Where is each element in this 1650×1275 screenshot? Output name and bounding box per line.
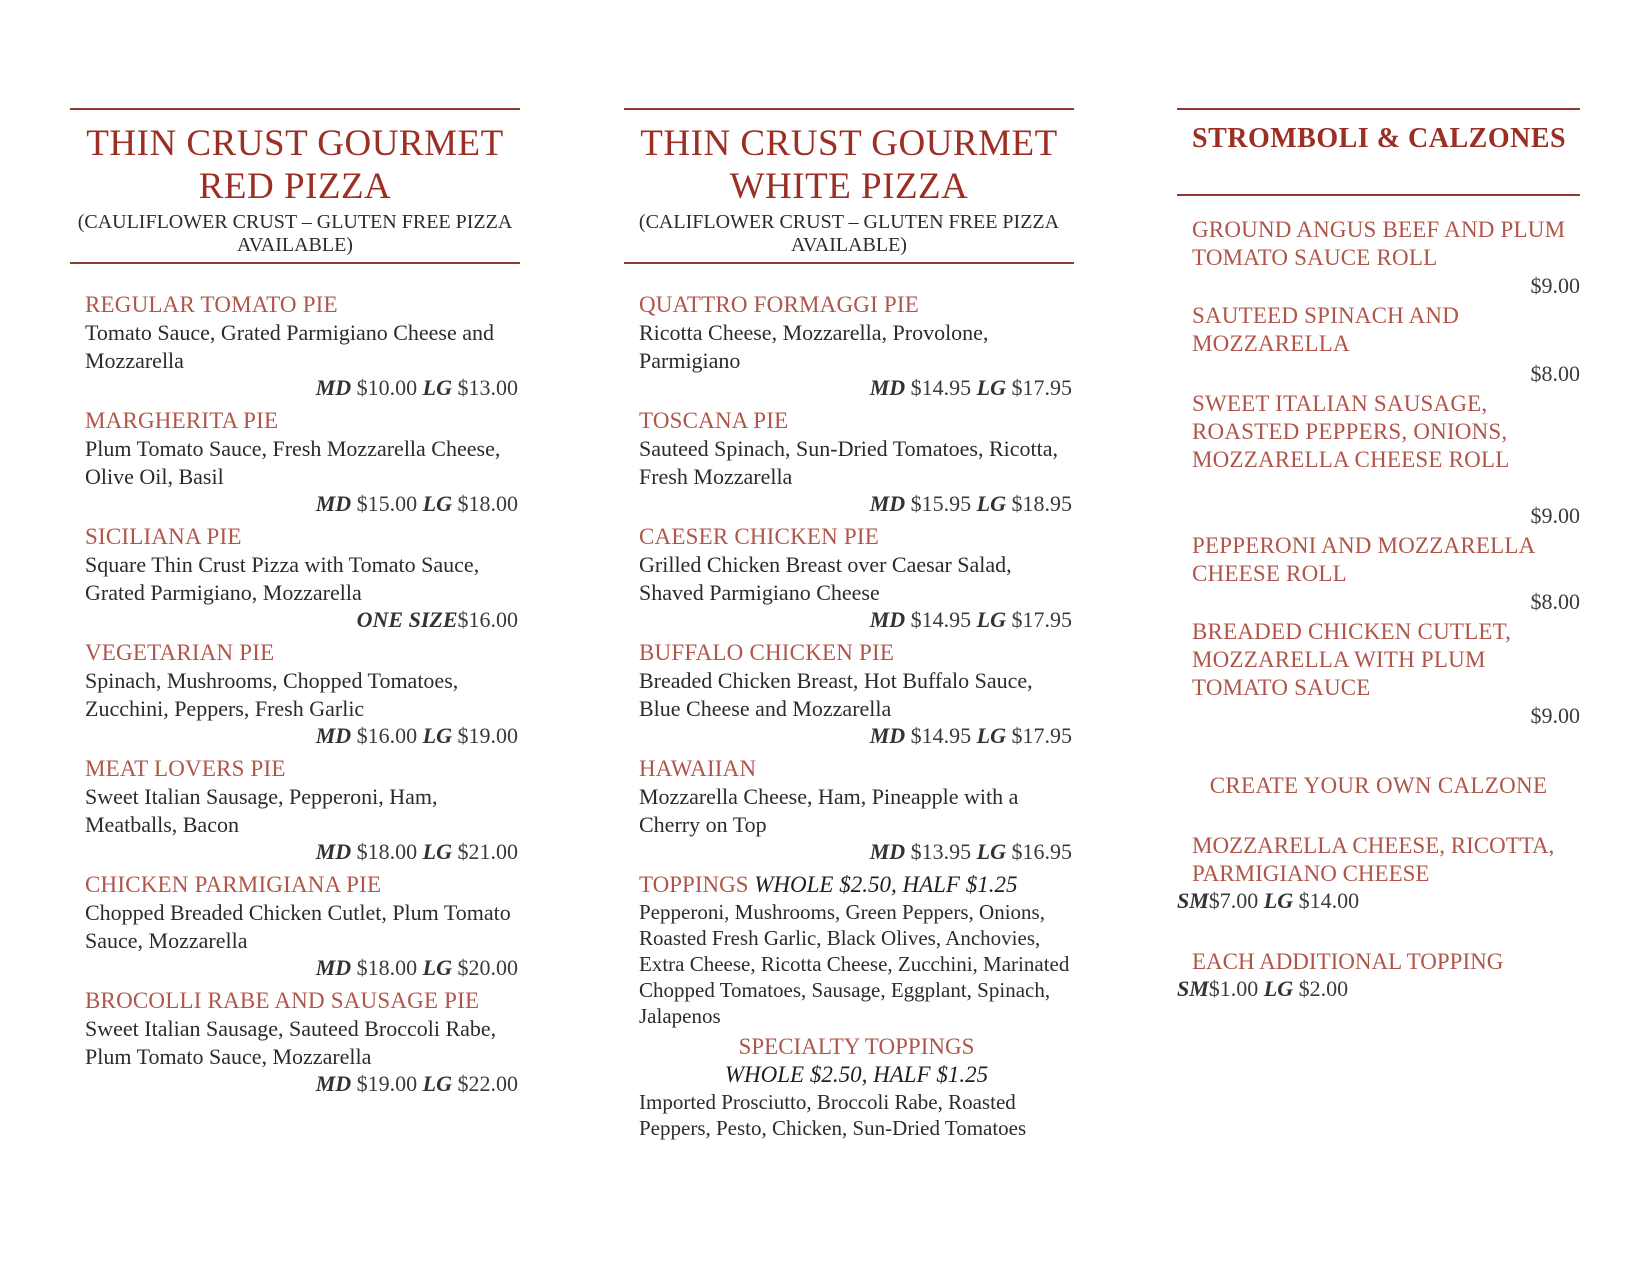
item-price: $9.00 xyxy=(1530,703,1580,728)
price-value: $14.00 xyxy=(1298,888,1360,913)
price-value: $15.00 xyxy=(356,491,418,516)
price-value: $17.95 xyxy=(1011,607,1072,632)
size-label: LG xyxy=(976,607,1006,632)
item-name: BREADED CHICKEN CUTLET, MOZZARELLA WITH PLUM TOMATO SAUCE xyxy=(1192,619,1512,700)
section-title: STROMBOLI & CALZONES xyxy=(1192,123,1567,154)
price-value: $14.95 xyxy=(910,375,972,400)
item-name: MOZZARELLA CHEESE, RICOTTA, PARMIGIANO CHEESE xyxy=(1192,833,1555,886)
item-description: Sweet Italian Sausage, Sauteed Broccoli Rabe, Plum Tomato Sauce, Mozzarella xyxy=(85,1016,497,1069)
item-description: Breaded Chicken Breast, Hot Buffalo Sauce, Blue Cheese and Mozzarella xyxy=(639,668,1033,721)
size-label: SM xyxy=(1177,976,1209,1001)
section-top-rule xyxy=(70,108,520,110)
size-label: MD xyxy=(315,375,352,400)
price-value: $2.00 xyxy=(1298,976,1349,1001)
red-pizza-section xyxy=(70,108,520,1103)
item-price xyxy=(639,839,1074,865)
item-name: QUATTRO FORMAGGI PIE xyxy=(639,292,920,317)
item-name: VEGETARIAN PIE xyxy=(85,640,275,665)
toppings-heading xyxy=(639,871,1074,899)
item-name: SICILIANA PIE xyxy=(85,524,242,549)
size-label: LG xyxy=(422,375,452,400)
size-label: ONE SIZE xyxy=(356,607,458,632)
menu-item xyxy=(1177,618,1580,730)
price-value: $15.95 xyxy=(910,491,972,516)
size-label: MD xyxy=(869,375,906,400)
item-price xyxy=(85,723,520,749)
section-bottom-rule xyxy=(1177,194,1580,196)
specialty-toppings-price: WHOLE $2.50, HALF $1.25 xyxy=(724,1062,989,1087)
calzone-base-item xyxy=(1177,832,1580,914)
menu-item xyxy=(1177,216,1580,300)
item-description: Tomato Sauce, Grated Parmigiano Cheese and Mozzarella xyxy=(85,320,494,373)
size-label: LG xyxy=(422,1071,452,1096)
item-price xyxy=(1177,888,1580,914)
menu-item xyxy=(639,291,1074,401)
menu-item xyxy=(639,523,1074,633)
item-name: MEAT LOVERS PIE xyxy=(85,756,286,781)
item-price xyxy=(639,607,1074,633)
stromboli-list xyxy=(1177,216,1580,730)
item-price xyxy=(1177,976,1580,1002)
price-value: $14.95 xyxy=(910,607,972,632)
menu-item xyxy=(85,523,520,633)
item-description: Plum Tomato Sauce, Fresh Mozzarella Cheese, Olive Oil, Basil xyxy=(85,436,501,489)
item-price: $8.00 xyxy=(1530,361,1580,386)
menu-item xyxy=(85,987,520,1097)
size-label: SM xyxy=(1177,888,1209,913)
menu-item xyxy=(639,755,1074,865)
section-title: THIN CRUST GOURMET WHITE PIZZA xyxy=(640,123,1058,207)
price-value: $20.00 xyxy=(457,955,518,980)
menu-item xyxy=(1177,302,1580,388)
size-label: LG xyxy=(976,491,1006,516)
section-bottom-rule xyxy=(624,262,1074,264)
item-name: CHICKEN PARMIGIANA PIE xyxy=(85,872,382,897)
price-value: $19.00 xyxy=(356,1071,418,1096)
size-label: MD xyxy=(869,491,906,516)
size-label: MD xyxy=(869,839,906,864)
item-name: MARGHERITA PIE xyxy=(85,408,279,433)
item-description: Sauteed Spinach, Sun-Dried Tomatoes, Ricotta, Fresh Mozzarella xyxy=(639,436,1059,489)
item-name: HAWAIIAN xyxy=(639,756,757,781)
size-label: LG xyxy=(422,839,452,864)
section-top-rule xyxy=(624,108,1074,110)
price-value: $17.95 xyxy=(1011,723,1072,748)
item-price xyxy=(85,607,520,633)
menu-item xyxy=(1177,390,1580,530)
section-bottom-rule xyxy=(70,262,520,264)
menu-item-list xyxy=(624,291,1074,1141)
item-name: REGULAR TOMATO PIE xyxy=(85,292,338,317)
item-name: SAUTEED SPINACH AND MOZZARELLA xyxy=(1192,303,1460,356)
price-value: $22.00 xyxy=(457,1071,518,1096)
menu-item xyxy=(639,639,1074,749)
size-label: MD xyxy=(869,723,906,748)
price-value: $19.00 xyxy=(457,723,518,748)
toppings-label: TOPPINGS xyxy=(639,872,749,897)
size-label: LG xyxy=(976,723,1006,748)
item-name: BROCOLLI RABE AND SAUSAGE PIE xyxy=(85,988,480,1013)
menu-item xyxy=(85,639,520,749)
item-price: $9.00 xyxy=(1530,273,1580,298)
item-name: EACH ADDITIONAL TOPPING xyxy=(1192,949,1504,974)
item-name: CAESER CHICKEN PIE xyxy=(639,524,880,549)
size-label: LG xyxy=(976,375,1006,400)
price-value: $18.00 xyxy=(356,839,418,864)
menu-item xyxy=(85,755,520,865)
specialty-toppings-list: Imported Prosciutto, Broccoli Rabe, Roasted Peppers, Pesto, Chicken, Sun-Dried Tomatoes xyxy=(639,1090,1027,1140)
item-description: Square Thin Crust Pizza with Tomato Sauce, Grated Parmigiano, Mozzarella xyxy=(85,552,480,605)
item-price xyxy=(85,839,520,865)
size-label: MD xyxy=(315,723,352,748)
item-price xyxy=(85,375,520,401)
section-subtitle: (CAULIFLOWER CRUST – GLUTEN FREE PIZZA AVAILABLE) xyxy=(77,211,513,256)
size-label: MD xyxy=(315,1071,352,1096)
item-price xyxy=(85,955,520,981)
item-description: Grilled Chicken Breast over Caesar Salad, Shaved Parmigiano Cheese xyxy=(639,552,1012,605)
size-label: LG xyxy=(1263,888,1294,913)
item-price: $9.00 xyxy=(1530,503,1580,528)
menu-item xyxy=(85,871,520,981)
item-price: $8.00 xyxy=(1530,589,1580,614)
stromboli-calzones-section xyxy=(1177,108,1580,1002)
item-description: Mozzarella Cheese, Ham, Pineapple with a Cherry on Top xyxy=(639,784,1019,837)
price-value: $10.00 xyxy=(356,375,418,400)
price-value: $16.00 xyxy=(457,607,518,632)
create-your-own-calzone-heading: CREATE YOUR OWN CALZONE xyxy=(1209,773,1548,798)
size-label: LG xyxy=(422,491,452,516)
price-value: $13.00 xyxy=(457,375,518,400)
section-title: THIN CRUST GOURMET RED PIZZA xyxy=(86,123,504,207)
item-price xyxy=(639,723,1074,749)
price-value: $1.00 xyxy=(1208,976,1259,1001)
item-name: PEPPERONI AND MOZZARELLA CHEESE ROLL xyxy=(1192,533,1535,586)
price-value: $7.00 xyxy=(1208,888,1259,913)
price-value: $18.95 xyxy=(1011,491,1072,516)
item-description: Sweet Italian Sausage, Pepperoni, Ham, Meatballs, Bacon xyxy=(85,784,438,837)
spacer xyxy=(1177,474,1580,502)
menu-item-list xyxy=(70,291,520,1097)
price-value: $13.95 xyxy=(910,839,972,864)
price-value: $18.00 xyxy=(356,955,418,980)
size-label: MD xyxy=(315,491,352,516)
item-name: TOSCANA PIE xyxy=(639,408,789,433)
size-label: MD xyxy=(315,955,352,980)
size-label: MD xyxy=(869,607,906,632)
item-name: BUFFALO CHICKEN PIE xyxy=(639,640,895,665)
toppings-list: Pepperoni, Mushrooms, Green Peppers, Onions, Roasted Fresh Garlic, Black Olives, Anchovies, Extra Cheese, Ricotta Cheese, Zucchini, Marinated Chopped Tomatoes, Sausage, Eggplant, Spinach, Jalapenos xyxy=(639,900,1070,1028)
menu-item xyxy=(639,407,1074,517)
calzone-extra-item xyxy=(1177,948,1580,1002)
item-description: Ricotta Cheese, Mozzarella, Provolone, Parmigiano xyxy=(639,320,989,373)
item-description: Spinach, Mushrooms, Chopped Tomatoes, Zucchini, Peppers, Fresh Garlic xyxy=(85,668,459,721)
item-price xyxy=(85,1071,520,1097)
toppings-price: WHOLE $2.50, HALF $1.25 xyxy=(754,872,1018,897)
price-value: $18.00 xyxy=(457,491,518,516)
menu-item xyxy=(1177,532,1580,616)
size-label: MD xyxy=(315,839,352,864)
price-value: $17.95 xyxy=(1011,375,1072,400)
section-subtitle: (CALIFLOWER CRUST – GLUTEN FREE PIZZA AVAILABLE) xyxy=(638,211,1060,256)
size-label: LG xyxy=(1263,976,1294,1001)
white-pizza-section xyxy=(624,108,1074,1141)
size-label: LG xyxy=(422,955,452,980)
menu-item xyxy=(85,407,520,517)
section-top-rule xyxy=(1177,108,1580,110)
specialty-toppings-heading: SPECIALTY TOPPINGS xyxy=(738,1034,975,1059)
item-name: SWEET ITALIAN SAUSAGE, ROASTED PEPPERS, ONIONS, MOZZARELLA CHEESE ROLL xyxy=(1192,391,1510,472)
size-label: LG xyxy=(422,723,452,748)
item-price xyxy=(85,491,520,517)
menu-item xyxy=(85,291,520,401)
item-price xyxy=(639,491,1074,517)
price-value: $16.00 xyxy=(356,723,418,748)
price-value: $14.95 xyxy=(910,723,972,748)
item-name: GROUND ANGUS BEEF AND PLUM TOMATO SAUCE ROLL xyxy=(1192,217,1566,270)
item-description: Chopped Breaded Chicken Cutlet, Plum Tomato Sauce, Mozzarella xyxy=(85,900,511,953)
price-value: $16.95 xyxy=(1011,839,1072,864)
price-value: $21.00 xyxy=(457,839,518,864)
item-price xyxy=(639,375,1074,401)
size-label: LG xyxy=(976,839,1006,864)
